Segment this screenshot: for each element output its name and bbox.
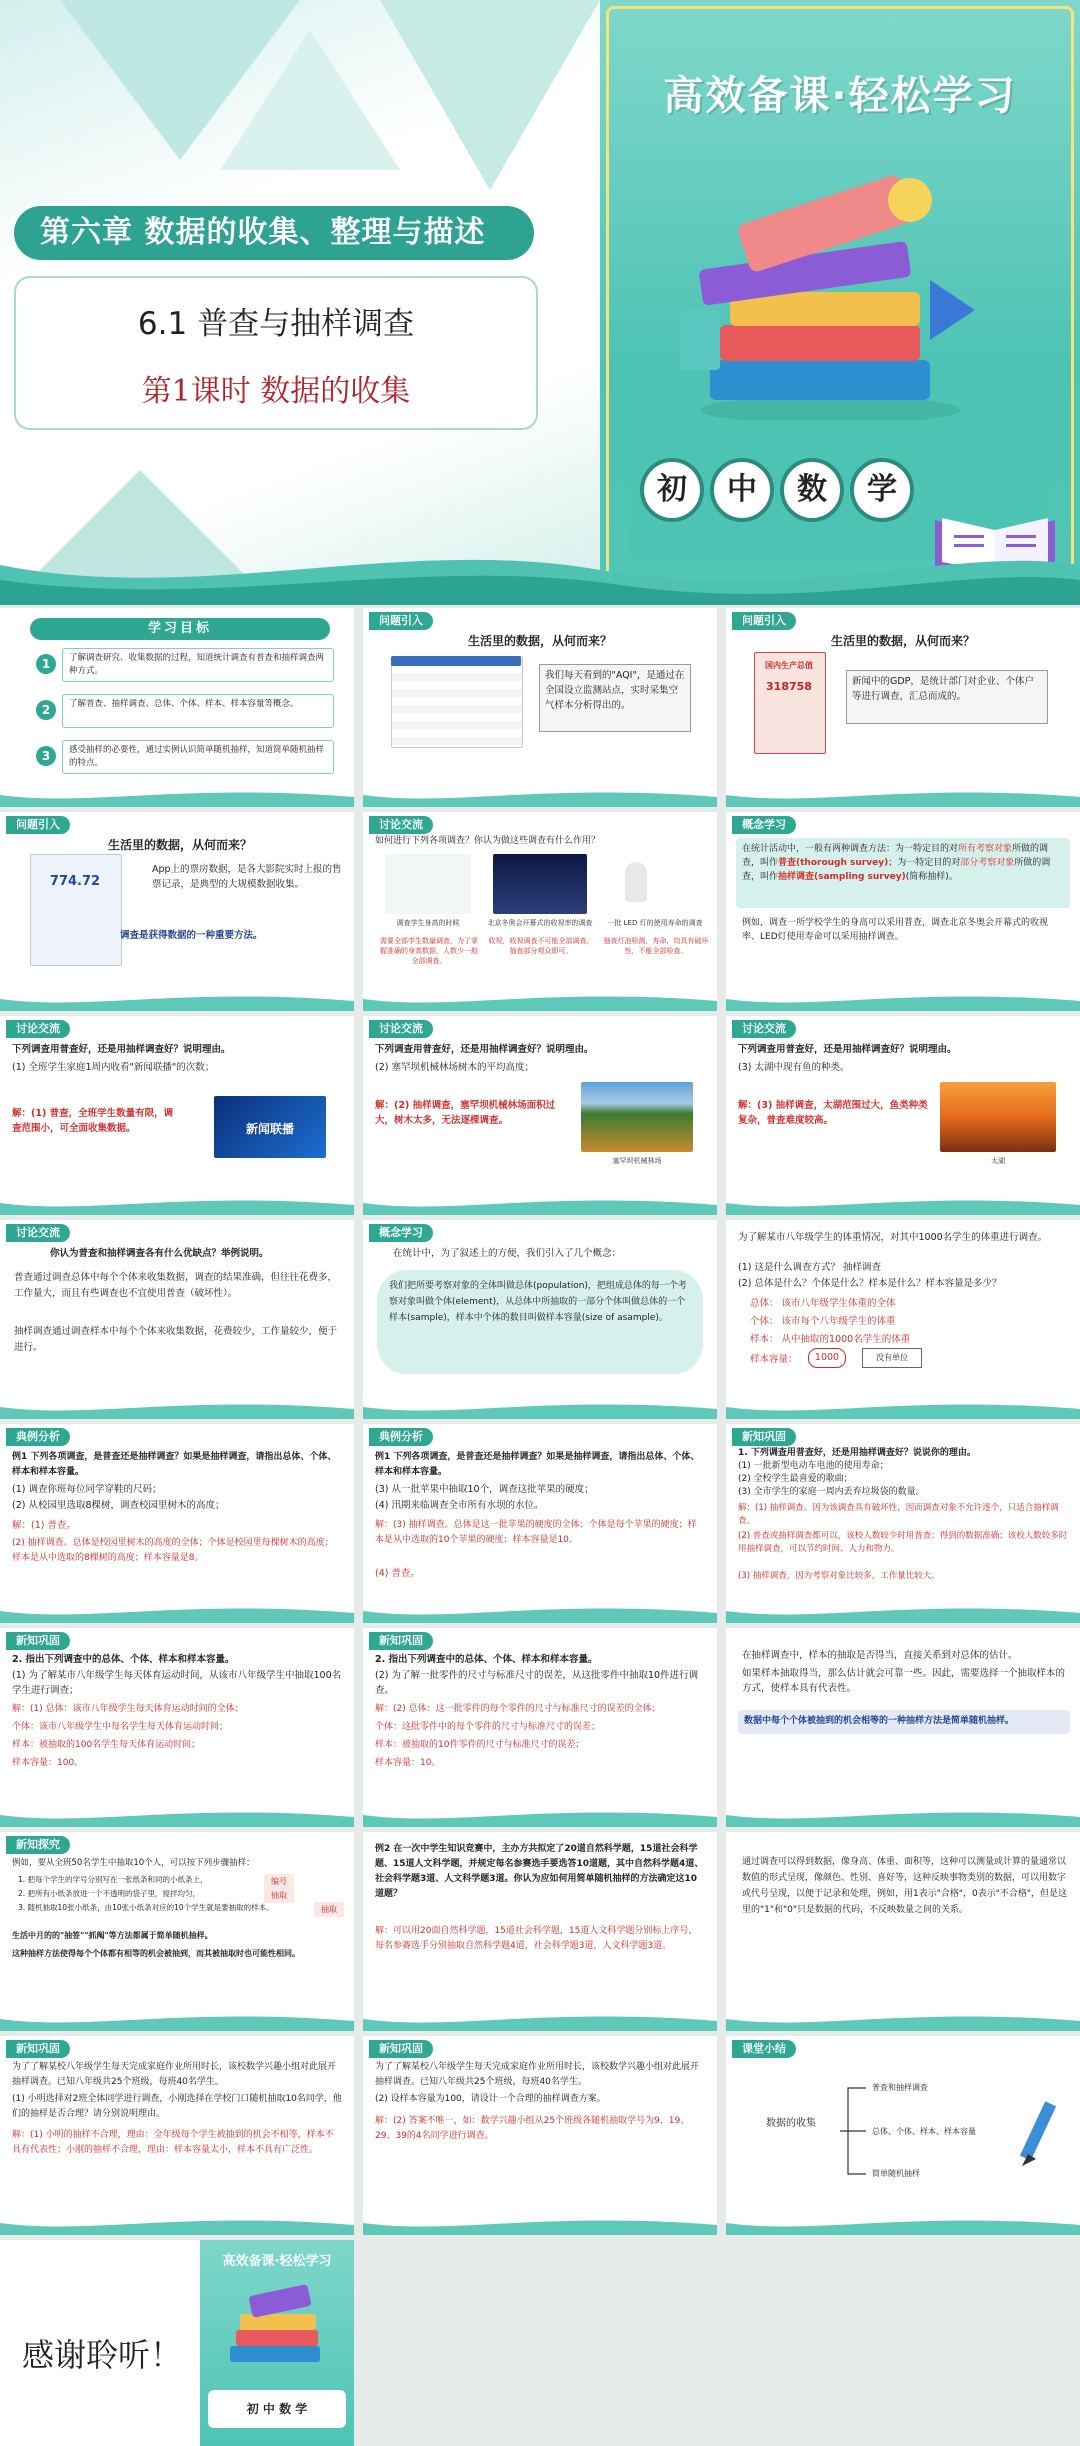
slide-tag: 问题引入 bbox=[732, 612, 796, 630]
cover-wave bbox=[0, 525, 1080, 605]
slide-wave bbox=[0, 777, 354, 807]
chapter-title: 第六章 数据的收集、整理与描述 bbox=[14, 206, 534, 260]
answer: 需要全部学生数量调查，为了掌握准确的身高数据，人数少一般全部调查。 bbox=[380, 937, 478, 965]
answer: 解：(1) 普查，全班学生数量有限，调查范围小，可全面收集数据。 bbox=[12, 1108, 174, 1134]
concept-text bbox=[742, 842, 1064, 884]
slide-wave bbox=[363, 1593, 717, 1623]
box-office-note: 调查是获得数据的一种重要方法。 bbox=[120, 930, 263, 941]
slide-tag: 新知巩固 bbox=[732, 1428, 796, 1446]
slide-learning-goals bbox=[0, 608, 354, 807]
decor-triangle bbox=[380, 0, 600, 190]
step-tag: 编号 bbox=[264, 1874, 294, 1889]
example-answer: (4) 普查。 bbox=[375, 1568, 420, 1579]
text: 所做的调查，叫作 bbox=[742, 858, 1051, 882]
example-item: (3) 从一批苹果中抽取10个，调查这批苹果的硬度； bbox=[375, 1484, 594, 1495]
slide-wave bbox=[363, 1389, 717, 1419]
practice-answer: 解：(2) 答案不唯一，如：数学兴趣小组从25个班级各随机抽取学号为9、19、29、39的4名同学进行调查。 bbox=[375, 2116, 690, 2141]
slide-wave bbox=[363, 2001, 717, 2031]
lesson-title: 第1课时 数据的收集 bbox=[141, 374, 411, 409]
practice-text: 为了了解某校八年级学生每天完成家庭作业所用时长，该校数学兴趣小组对此展开抽样调查。已知八年级共25个班级，每班40名学生。 bbox=[375, 2062, 700, 2087]
slide-wave bbox=[363, 981, 717, 1011]
census-text: 普查通过调查总体中每个个体来收集数据，调查的结果准确，但往往花费多，工作量大，而且有些调查也不宜使用普查（破坏性）。 bbox=[14, 1272, 338, 1299]
slide-example2 bbox=[363, 1832, 717, 2031]
slide-pros-cons bbox=[0, 1220, 354, 1419]
slide-title: 生活里的数据，从何而来？ bbox=[467, 634, 612, 648]
step-tag: 抽取 bbox=[314, 1902, 344, 1917]
slide-thanks bbox=[0, 2240, 354, 2446]
answer: 解：(3) 抽样调查，太湖范围过大，鱼类种类复杂，普查难度较高。 bbox=[738, 1100, 928, 1126]
practice-item: (3) 全市学生的家庭一周内丢弃垃圾袋的数量。 bbox=[738, 1487, 925, 1497]
text: (简称抽样)。 bbox=[905, 872, 958, 882]
olympics-image bbox=[493, 854, 587, 914]
subject-char: 中 bbox=[710, 458, 774, 522]
slide-wave bbox=[363, 1185, 717, 1215]
step: 3. 随机抽取10张小纸条，由10张小纸条对应的10个学生就是要抽取的样本。 bbox=[18, 1903, 274, 1912]
slide-aqi bbox=[363, 608, 717, 807]
aqi-table-image bbox=[391, 656, 523, 748]
slide-discussion-surveys bbox=[363, 812, 717, 1011]
goals-header: 学习目标 bbox=[30, 618, 330, 640]
slide-forest bbox=[363, 1016, 717, 1215]
subject-char: 数 bbox=[780, 458, 844, 522]
slide-practice1 bbox=[726, 1424, 1080, 1623]
lake-caption: 太湖 bbox=[991, 1157, 1005, 1165]
slide-tag: 问题引入 bbox=[369, 612, 433, 630]
intro-text: 在统计中，为了叙述上的方便，我们引入了几个概念： bbox=[393, 1248, 622, 1259]
slide-wave bbox=[0, 1185, 354, 1215]
thanks-subject: 初 中 数 学 bbox=[208, 2390, 346, 2428]
forest-image bbox=[581, 1082, 693, 1152]
question: 下列调查用普查好，还是用抽样调查好？说明理由。 bbox=[12, 1044, 231, 1055]
slide-tag: 典例分析 bbox=[369, 1428, 433, 1446]
discussion-question: 如何进行下列各项调查？你认为做这些调查有什么作用？ bbox=[375, 836, 601, 846]
slide-tag: 课堂小结 bbox=[732, 2040, 796, 2058]
no-unit-note: 没有单位 bbox=[862, 1348, 922, 1368]
slide-wave bbox=[726, 1593, 1080, 1623]
decor-triangle bbox=[220, 30, 400, 170]
practice-question: 2. 指出下列调查中的总体、个体、样本和样本容量。 bbox=[375, 1654, 598, 1665]
example-answer: 解：(1) 普查。 bbox=[12, 1520, 76, 1531]
practice-answer: 样本：被抽取的10件零件的尺寸与标准尺寸的误差； bbox=[375, 1740, 585, 1750]
books-illustration-icon bbox=[220, 2276, 330, 2376]
summary-brace-icon bbox=[838, 2086, 868, 2176]
practice-answer: 样本容量：100。 bbox=[12, 1758, 84, 1768]
practice-answer: 样本容量：10。 bbox=[375, 1758, 441, 1768]
slide-tag: 新知巩固 bbox=[369, 2040, 433, 2058]
example-item: (4) 汛期来临调查全市所有水坝的水位。 bbox=[375, 1500, 544, 1511]
goal-number: 2 bbox=[36, 700, 56, 720]
slide-wave bbox=[0, 2001, 354, 2031]
text: 所做的调查，叫作 bbox=[742, 844, 1049, 868]
answer-sample-size-label: 样本容量： bbox=[750, 1354, 798, 1365]
goal-text: 感受抽样的必要性，通过实例认识简单随机抽样，知道简单随机抽样的特点。 bbox=[62, 740, 334, 774]
slide-tag: 概念学习 bbox=[369, 1224, 433, 1242]
section-title: 6.1 普查与抽样调查 bbox=[137, 306, 415, 342]
slide-example1-a bbox=[0, 1424, 354, 1623]
box-office-number: 774.72 bbox=[49, 874, 101, 889]
slide-practice3-a bbox=[0, 2036, 354, 2235]
highlight: 抽样调查(sampling survey) bbox=[778, 872, 906, 882]
step: 1. 把每个学生的学号分别写在一张纸条和同的小纸条上， bbox=[18, 1875, 208, 1884]
paragraph: 在抽样调查中，样本的抽取是否得当，直接关系到对总体的估计。 bbox=[742, 1650, 1018, 1661]
slide-wave bbox=[726, 1797, 1080, 1827]
example-answer: (2) 抽样调查。总体是校园里树木的高度的全体；个体是校园里每棵树木的高度；样本是从中选取的8棵树的高度；样本容量是8。 bbox=[12, 1538, 334, 1563]
caption: 一批 LED 灯的使用寿命的调查 bbox=[607, 919, 703, 927]
caption: 北京冬奥会开幕式的收视率的调查 bbox=[487, 919, 593, 927]
slide-wave bbox=[726, 1185, 1080, 1215]
practice-question: (1) 小明选择对2班全体同学进行调查，小刚选择在学校门口随机抽取10名同学，他们的抽样是否合理？请分别说明理由。 bbox=[12, 2094, 342, 2119]
slide-tag: 新知探究 bbox=[6, 1836, 70, 1854]
slide-tag: 新知巩固 bbox=[6, 2040, 70, 2058]
example-q2: (2) 总体是什么？个体是什么？样本是什么？样本容量是多少？ bbox=[738, 1278, 1002, 1289]
sampling-text: 抽样调查通过调查样本中每个个体来收集数据，花费较少，工作量较少，便于进行。 bbox=[14, 1326, 338, 1353]
slide-tag: 典例分析 bbox=[6, 1428, 70, 1446]
thanks-text: 感谢聆听！ bbox=[22, 2336, 183, 2374]
gdp-text: 新闻中的GDP，是统计部门对企业、个体户等进行调查，汇总而成的。 bbox=[852, 676, 1034, 702]
slide-wave bbox=[0, 1593, 354, 1623]
practice-answer: 样本：被抽取的100名学生每天体育运动时间； bbox=[12, 1740, 201, 1750]
slide-simple-random bbox=[726, 1628, 1080, 1827]
paragraph: 生活中月的的"抽签""抓阄"等方法都属于简单随机抽样。 bbox=[12, 1931, 213, 1940]
slide-tag: 讨论交流 bbox=[369, 816, 433, 834]
practice-answer: 解：(1) 总体：该市八年级学生每天体育运动时间的全体； bbox=[12, 1704, 244, 1714]
text: 在统计活动中，一般有两种调查方法：为一特定目的对 bbox=[742, 844, 959, 854]
slide-lake bbox=[726, 1016, 1080, 1215]
practice-answer: 解：(2) 总体：这一批零件的每个零件的尺寸与标准尺寸的误差的全体； bbox=[375, 1704, 661, 1714]
thanks-side-panel bbox=[200, 2240, 354, 2446]
paragraph: 通过调查可以得到数据，像身高、体重、面积等，这种可以测量或计算的量通常以数值的形式呈现，像颜色、性别、喜好等，这种反映事物类别的数据，可以用数字或代号呈现，以便于记录和处理，例如，用1表示"合格"，0表示"不合格"，但是这里的"1"和"0"只是数据的代码，不反映数量之间的关系。 bbox=[742, 1857, 1068, 1915]
highlight: 普查(thorough survey) bbox=[778, 858, 889, 868]
answer-individual: 个体： 该市每个八年级学生的体重 bbox=[750, 1316, 896, 1327]
news-image-label: 新闻联播 bbox=[245, 1122, 294, 1136]
goal-number: 3 bbox=[36, 746, 56, 766]
slide-tag: 讨论交流 bbox=[369, 1020, 433, 1038]
practice-answer: (2) 普查或抽样调查都可以，该校人数较少时用普查；得到的数据准确；该校人数较多时用抽样调查，可以节约时间、人力和物力。 bbox=[738, 1531, 1068, 1554]
slide-wave bbox=[726, 981, 1080, 1011]
practice-item: (1) 一批新型电动车电池的使用寿命； bbox=[738, 1461, 889, 1471]
aqi-text: 我们每天看到的"AQI"，是通过在全国设立监测站点，实时采集空气样本分析得出的。 bbox=[545, 670, 685, 711]
example-q1: (1) 这是什么调查方式？ 抽样调查 bbox=[738, 1262, 881, 1273]
sample-size-value: 1000 bbox=[808, 1348, 846, 1368]
slide-practice2-b bbox=[363, 1628, 717, 1827]
question: 下列调查用普查好，还是用抽样调查好？说明理由。 bbox=[738, 1044, 957, 1055]
slide-summary bbox=[726, 2036, 1080, 2235]
thanks-brand: 高效备课·轻松学习 bbox=[222, 2254, 332, 2269]
slide-lottery-method bbox=[0, 1832, 354, 2031]
practice-text: 为了了解某校八年级学生每天完成家庭作业所用时长，该校数学兴趣小组对此展开抽样调查。已知八年级共25个班级，每班40名学生。 bbox=[12, 2062, 337, 2087]
practice-question: 1. 下列调查用普查好，还是用抽样调查好？说说你的理由。 bbox=[738, 1448, 976, 1458]
example-text: 为了解某市八年级学生的体重情况，对其中1000名学生的体重进行调查。 bbox=[738, 1232, 1048, 1243]
slide-concepts-population bbox=[363, 1220, 717, 1419]
goal-number: 1 bbox=[36, 654, 56, 674]
slide-wave bbox=[0, 981, 354, 1011]
answer: 收视，收视调查不可能全部调查，抽查部分观众即可。 bbox=[488, 937, 594, 955]
slide-tag: 讨论交流 bbox=[6, 1020, 70, 1038]
summary-branch: 简单随机抽样 bbox=[872, 2169, 920, 2178]
practice-item: (2) 全校学生最喜爱的歌曲； bbox=[738, 1474, 853, 1484]
practice-answer: 解：(1) 抽样调查。因为该调查具有破坏性，因而调查对象不允许逐个，只适合抽样调查。 bbox=[738, 1503, 1059, 1526]
slide-wave bbox=[363, 777, 717, 807]
practice-answer: 个体：该市八年级学生中每名学生每天体育运动时间； bbox=[12, 1722, 229, 1732]
item: (2) 塞罕坝机械林场树木的平均高度； bbox=[375, 1062, 534, 1073]
item: (3) 太湖中现有鱼的种类。 bbox=[738, 1062, 850, 1073]
subject-char: 初 bbox=[640, 458, 704, 522]
example-answer: 解：可以用20面自然科学题，15道社会科学题，15道人文科学题分别标上序号，每名参赛选手分别抽取自然科学题4道，社会科学题3道，人文科学题3道。 bbox=[375, 1926, 698, 1951]
gdp-image-label: 国内生产总值 bbox=[765, 661, 813, 670]
step-tag: 抽取 bbox=[264, 1888, 294, 1903]
paragraph: 这种抽样方法使得每个个体都有相等的机会被抽到，而其被抽取时也可能性相同。 bbox=[12, 1949, 300, 1958]
slide-title: 生活里的数据，从何而来？ bbox=[107, 838, 252, 852]
slide-weight-example bbox=[726, 1220, 1080, 1419]
summary-root: 数据的收集 bbox=[766, 2118, 816, 2129]
practice-answer: 个体：这批零件中的每个零件的尺寸与标准尺寸的误差； bbox=[375, 1722, 601, 1732]
answer: 解：(2) 抽样调查，塞罕坝机械林场面积过大，树木太多，无法逐棵调查。 bbox=[375, 1100, 556, 1126]
summary-branch: 普查和抽样调查 bbox=[872, 2083, 928, 2092]
gdp-image-number: 318758 bbox=[766, 680, 812, 693]
height-image bbox=[385, 854, 471, 914]
summary-branch: 总体、个体、样本、样本容量 bbox=[872, 2127, 976, 2136]
highlight: 部分考察对象 bbox=[960, 858, 1015, 868]
slide-tag: 新知巩固 bbox=[6, 1632, 70, 1650]
box-office-text: App上的票房数据，是各大影院实时上报的售票记录，是典型的大规模数据收集。 bbox=[152, 864, 342, 890]
box-office-phone-image bbox=[30, 854, 122, 966]
pencil-icon bbox=[1014, 2096, 1064, 2176]
item: (1) 全班学生家庭1周内收看"新闻联播"的次数； bbox=[12, 1062, 215, 1073]
answer-sample: 样本： 从中抽取的1000名学生的体重 bbox=[750, 1334, 911, 1345]
practice-item: (1) 为了解某市八年级学生每天体育运动时间，从该市八年级学生中抽取100名学生进行调查； bbox=[12, 1670, 342, 1696]
slide-practice3-b bbox=[363, 2036, 717, 2235]
forest-caption: 塞罕坝机械林场 bbox=[612, 1157, 662, 1165]
slide-news-broadcast bbox=[0, 1016, 354, 1215]
slide-tag: 讨论交流 bbox=[732, 1020, 796, 1038]
question: 下列调查用普查好，还是用抽样调查好？说明理由。 bbox=[375, 1044, 594, 1055]
highlight: 所有考察对象 bbox=[958, 844, 1013, 854]
slide-wave bbox=[726, 2205, 1080, 2235]
example-question: 例2 在一次中学生知识竞赛中，主办方共拟定了20道自然科学题，15道社会科学题、15道人文科学题，并规定每名参赛选手要选答10道题，其中自然科学题4道、社会科学题3道、人文科学题3道。你认为应如何用简单随机抽样的方法确定这10道题？ bbox=[375, 1844, 704, 1899]
goal-text: 了解普查、抽样调查、总体、个体、样本、样本容量等概念。 bbox=[62, 694, 334, 728]
answer-population: 总体： 该市八年级学生体重的全体 bbox=[750, 1298, 896, 1309]
definition-text: 数据中每个个体被抽到的机会相等的一种抽样方法是简单随机抽样。 bbox=[744, 1716, 1015, 1726]
concept-example: 例如，调查一所学校学生的身高可以采用普查，调查北京冬奥会开幕式的收视率、LED灯使用寿命可以采用抽样调查。 bbox=[742, 918, 1049, 942]
example-question: 例1 下列各项调查，是普查还是抽样调查？如果是抽样调查，请指出总体、个体、样本和样本容量。 bbox=[375, 1452, 700, 1477]
slide-tag: 讨论交流 bbox=[6, 1224, 70, 1242]
brand-title: 高效备课·轻松学习 bbox=[663, 73, 1017, 119]
slide-data-types bbox=[726, 1832, 1080, 2031]
subject-char: 学 bbox=[850, 458, 914, 522]
slide-wave bbox=[726, 777, 1080, 807]
slide-box-office bbox=[0, 812, 354, 1011]
lake-image bbox=[940, 1082, 1056, 1152]
caption: 调查学生身高的时候 bbox=[396, 919, 460, 927]
practice-item: (2) 为了解一批零件的尺寸与标准尺寸的误差，从这批零件中抽取10件进行调查。 bbox=[375, 1670, 699, 1696]
slide-tag: 问题引入 bbox=[6, 816, 70, 834]
paragraph: 如果样本抽取得当，那么估计就会可靠一些。因此，需要选择一个抽取样本的方式，使样本具有代表性。 bbox=[742, 1668, 1066, 1694]
slide-wave bbox=[363, 1797, 717, 1827]
example-answer: 解：(3) 抽样调查。总体是这一批苹果的硬度的全体；个体是每个苹果的硬度；样本是从中选取的10个苹果的硬度；样本容量是10。 bbox=[375, 1520, 697, 1545]
slide-wave bbox=[726, 1389, 1080, 1419]
goal-text: 了解调查研究、收集数据的过程，知道统计调查有普查和抽样调查两种方式。 bbox=[62, 648, 334, 682]
slide-example1-b bbox=[363, 1424, 717, 1623]
example-item: (1) 调查你班每位同学穿鞋的尺码； bbox=[12, 1484, 162, 1495]
lesson-box bbox=[14, 276, 538, 430]
cover-slide bbox=[0, 0, 1080, 605]
concept-text: 我们把所要考察对象的全体叫做总体(population)，把组成总体的每一个考察对象叫做个体(element)，从总体中所抽取的一部分个体叫做总体的一个样本(sample)，样本中个体的数目叫做样本容量(size of asample)。 bbox=[389, 1281, 687, 1323]
slide-wave bbox=[363, 2205, 717, 2235]
practice-answer: (3) 抽样调查，因为考察对象比较多，工作量比较大。 bbox=[738, 1571, 940, 1581]
slide-tag: 概念学习 bbox=[732, 816, 796, 834]
books-illustration-icon bbox=[680, 160, 980, 430]
slide-tag: 新知巩固 bbox=[369, 1632, 433, 1650]
slide-wave bbox=[0, 2205, 354, 2235]
slide-title: 生活里的数据，从何而来？ bbox=[830, 634, 975, 648]
practice-question: (2) 设样本容量为100，请设计一个合理的抽样调查方案。 bbox=[375, 2094, 606, 2104]
answer: 抽查灯泡检测，寿命，均具有破坏性，不能全部检查。 bbox=[603, 937, 709, 955]
slide-gdp bbox=[726, 608, 1080, 807]
slide-wave bbox=[0, 1797, 354, 1827]
step: 2. 把所有小纸条放进一个不透明的袋子里，搅拌均匀， bbox=[18, 1889, 201, 1898]
led-bulb-image bbox=[625, 862, 647, 902]
slide-title: 你认为普查和抽样调查各有什么优缺点？举例说明。 bbox=[50, 1248, 269, 1259]
slide-wave bbox=[0, 1389, 354, 1419]
intro-text: 例如，要从全班50名学生中抽取10个人，可以按下列步骤抽样： bbox=[12, 1858, 255, 1868]
slide-practice2-a bbox=[0, 1628, 354, 1827]
aqi-table-header bbox=[391, 656, 521, 666]
text: ；为一特定目的对 bbox=[888, 858, 961, 868]
practice-question: 2. 指出下列调查中的总体、个体、样本和样本容量。 bbox=[12, 1654, 235, 1665]
practice-answer: 解：(1) 小明的抽样不合理，理由：全年级每个学生被抽到的机会不相等，样本不具有代表性；小刚的抽样不合理，理由：样本容量太小，样本不具有广泛性。 bbox=[12, 2130, 334, 2155]
example-question: 例1 下列各项调查，是普查还是抽样调查？如果是抽样调查，请指出总体、个体、样本和样本容量。 bbox=[12, 1452, 337, 1477]
slide-concept-survey bbox=[726, 812, 1080, 1011]
slide-wave bbox=[726, 2001, 1080, 2031]
example-item: (2) 从校园里选取8棵树，调查校园里树木的高度； bbox=[12, 1500, 225, 1511]
